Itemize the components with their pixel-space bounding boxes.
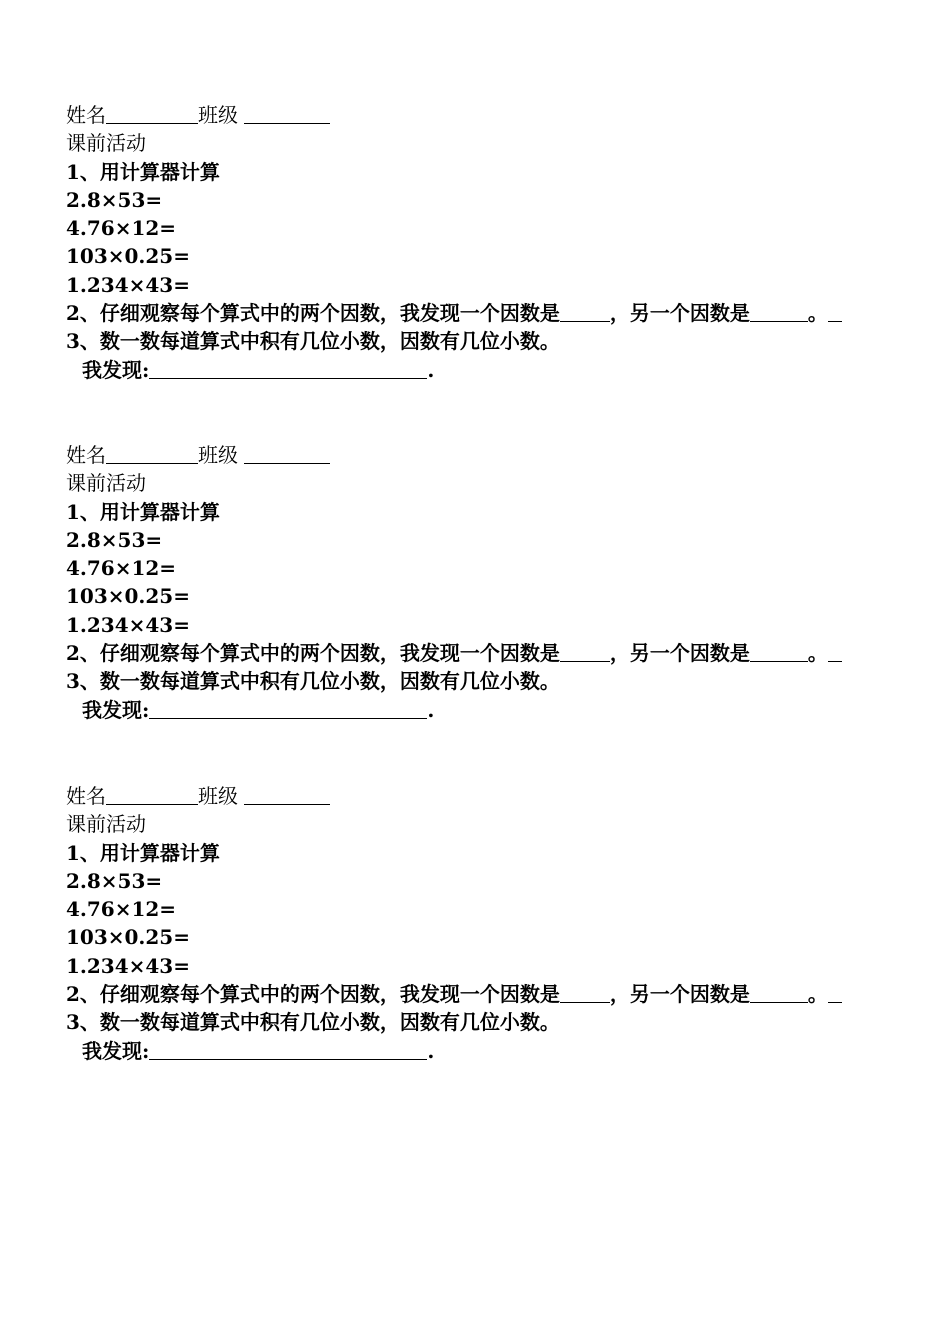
task-2-end: 。 [807, 982, 828, 1007]
finding-row [66, 1037, 886, 1065]
equation-3: 103×0.25= [66, 925, 190, 950]
task-2 [66, 980, 886, 1008]
activity-title: 课前活动 [66, 131, 146, 156]
class-blank[interactable] [244, 784, 330, 805]
name-label: 姓名 [66, 103, 106, 127]
task-2-part-2: ，另一个因数是 [609, 641, 750, 666]
name-blank[interactable] [106, 784, 198, 805]
factor-blank-2-tail [828, 301, 842, 322]
class-label: 班级 [198, 784, 238, 808]
worksheet-1 [66, 101, 886, 384]
task-2-end: 。 [807, 301, 828, 326]
task-1: 1、用计算器计算 [66, 499, 220, 524]
name-class-row [66, 441, 886, 469]
activity-title: 课前活动 [66, 812, 146, 837]
class-label: 班级 [198, 443, 238, 467]
finding-end: . [427, 697, 435, 722]
task-1: 1、用计算器计算 [66, 159, 220, 184]
finding-blank[interactable] [149, 1039, 427, 1060]
name-blank[interactable] [106, 443, 198, 464]
factor-blank-2-tail [828, 641, 842, 662]
finding-blank[interactable] [149, 698, 427, 719]
equation-2: 4.76×12= [66, 216, 177, 241]
activity-title: 课前活动 [66, 471, 146, 496]
task-3: 3、数一数每道算式中积有几位小数，因数有几位小数。 [66, 1010, 560, 1035]
finding-label: 我发现: [82, 1038, 150, 1063]
finding-label: 我发现: [82, 697, 150, 722]
equation-1: 2.8×53= [66, 527, 163, 552]
factor-blank-1[interactable] [560, 641, 610, 662]
factor-blank-1[interactable] [560, 301, 610, 322]
task-2 [66, 299, 886, 327]
equation-2: 4.76×12= [66, 556, 177, 581]
factor-blank-1[interactable] [560, 982, 610, 1003]
finding-end: . [427, 1038, 435, 1063]
worksheet-2 [66, 441, 886, 724]
factor-blank-2[interactable] [750, 301, 808, 322]
class-label: 班级 [198, 103, 238, 127]
factor-blank-2-tail [828, 982, 842, 1003]
task-2-part-1: 2、仔细观察每个算式中的两个因数，我发现一个因数是 [66, 301, 560, 326]
task-3: 3、数一数每道算式中积有几位小数，因数有几位小数。 [66, 329, 560, 354]
name-label: 姓名 [66, 784, 106, 808]
task-2 [66, 639, 886, 667]
equation-4: 1.234×43= [66, 272, 190, 297]
equation-4: 1.234×43= [66, 953, 190, 978]
equation-1: 2.8×53= [66, 187, 163, 212]
finding-blank[interactable] [149, 358, 427, 379]
task-2-part-2: ，另一个因数是 [609, 982, 750, 1007]
finding-label: 我发现: [82, 357, 150, 382]
task-2-part-1: 2、仔细观察每个算式中的两个因数，我发现一个因数是 [66, 982, 560, 1007]
worksheet-3 [66, 782, 886, 1065]
equation-3: 103×0.25= [66, 244, 190, 269]
finding-row [66, 356, 886, 384]
task-2-part-2: ，另一个因数是 [609, 301, 750, 326]
task-2-end: 。 [807, 641, 828, 666]
class-blank[interactable] [244, 443, 330, 464]
task-2-part-1: 2、仔细观察每个算式中的两个因数，我发现一个因数是 [66, 641, 560, 666]
factor-blank-2[interactable] [750, 982, 808, 1003]
equation-1: 2.8×53= [66, 868, 163, 893]
equation-4: 1.234×43= [66, 612, 190, 637]
name-label: 姓名 [66, 443, 106, 467]
class-blank[interactable] [244, 103, 330, 124]
equation-3: 103×0.25= [66, 584, 190, 609]
task-1: 1、用计算器计算 [66, 840, 220, 865]
finding-row [66, 696, 886, 724]
equation-2: 4.76×12= [66, 897, 177, 922]
finding-end: . [427, 357, 435, 382]
name-class-row [66, 782, 886, 810]
name-blank[interactable] [106, 103, 198, 124]
task-3: 3、数一数每道算式中积有几位小数，因数有几位小数。 [66, 669, 560, 694]
factor-blank-2[interactable] [750, 641, 808, 662]
name-class-row [66, 101, 886, 129]
